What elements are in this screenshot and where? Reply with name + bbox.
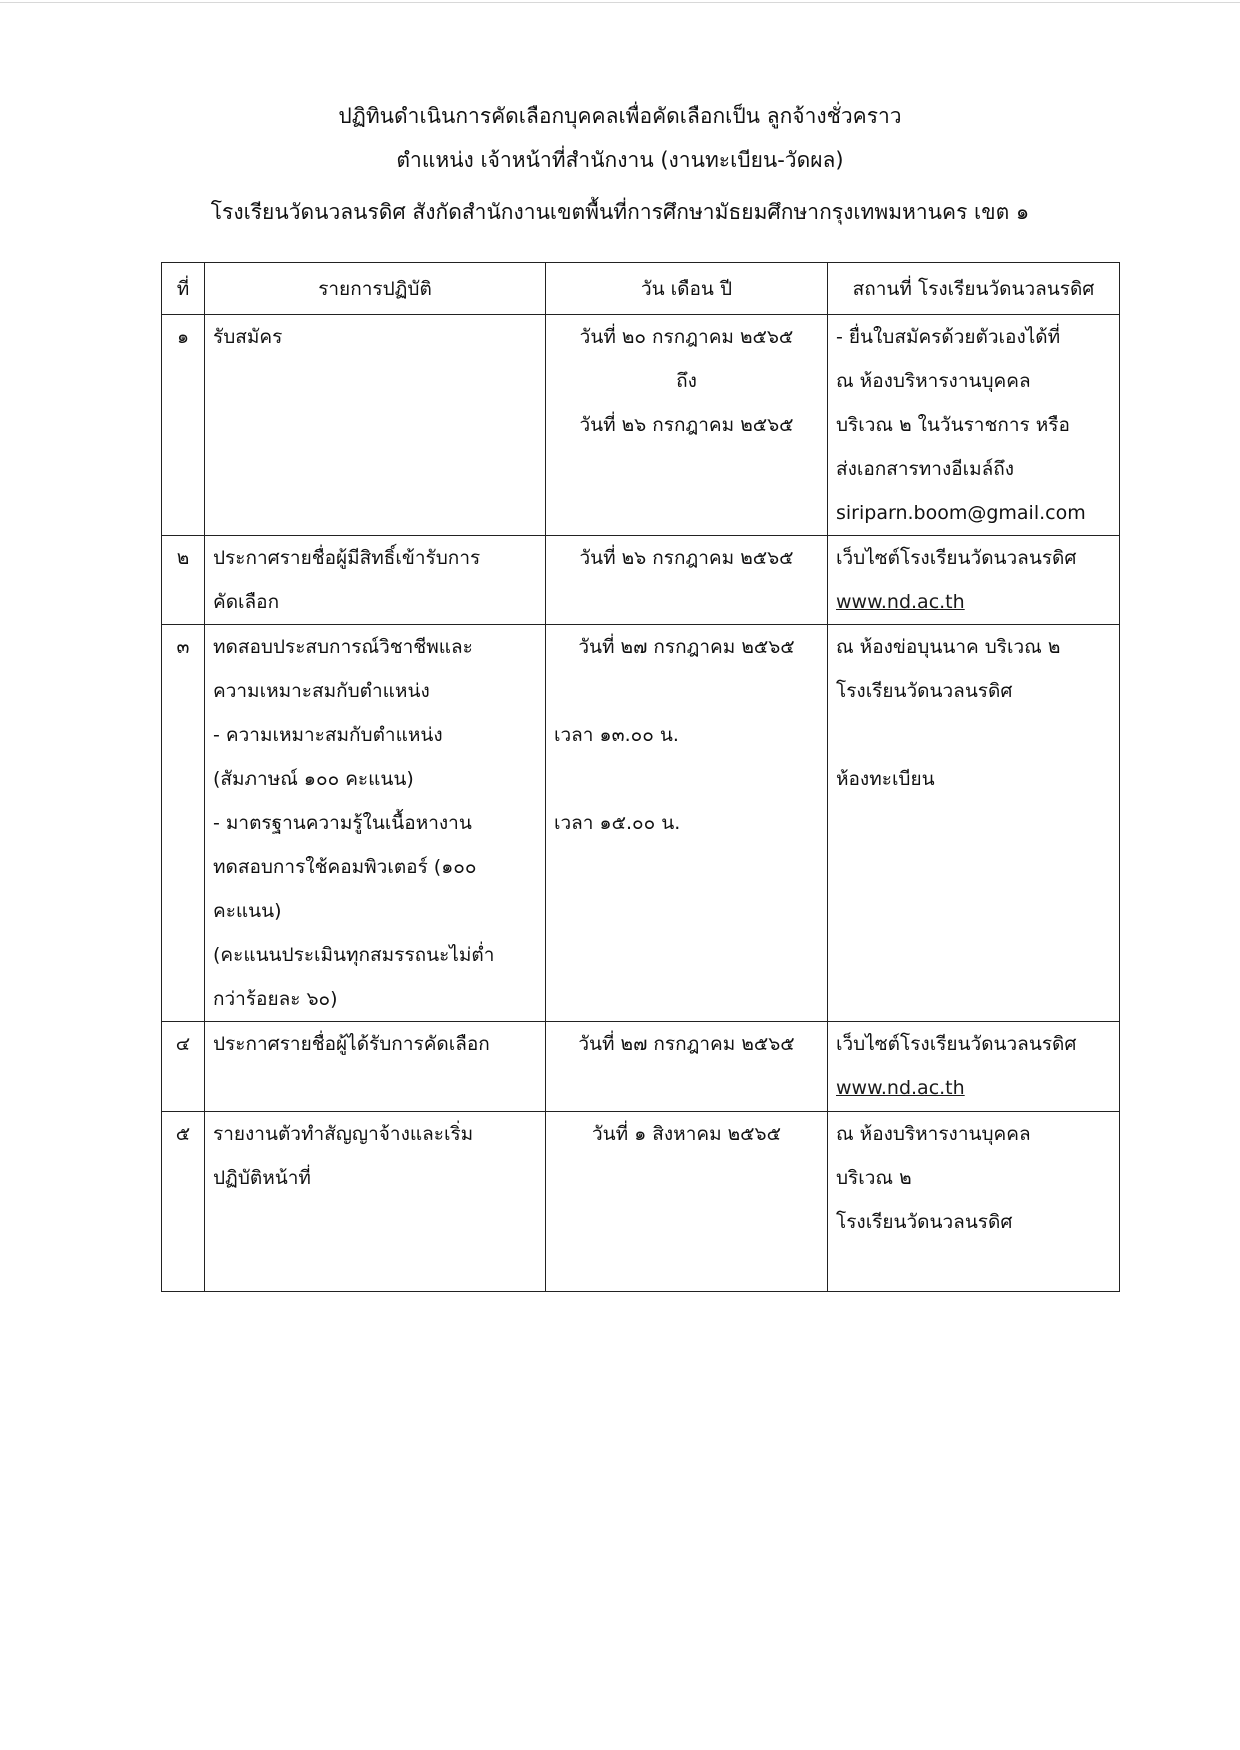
place-line: ห้องทะเบียน: [836, 768, 935, 790]
task-line: รับสมัคร: [213, 326, 283, 348]
date-line: วันที่ ๒๗ กรกฎาคม ๒๕๖๕: [578, 1033, 795, 1055]
row-place: [828, 536, 1120, 625]
row-number: ๕: [162, 1112, 205, 1292]
task-line: คัดเลือก: [213, 591, 280, 613]
row-number: ๑: [162, 315, 205, 536]
task-line: (สัมภาษณ์ ๑๐๐ คะแนน): [213, 768, 414, 790]
col-header-no: ที่: [162, 263, 205, 315]
task-line: - มาตรฐานความรู้ในเนื้อหางาน: [213, 812, 472, 834]
col-header-place: สถานที่ โรงเรียนวัดนวลนรดิศ: [828, 263, 1120, 315]
task-line: ประกาศรายชื่อผู้มีสิทธิ์เข้ารับการ: [213, 547, 481, 569]
date-line: วันที่ ๒๖ กรกฎาคม ๒๕๖๕: [579, 414, 794, 436]
table-row: [162, 1022, 1120, 1112]
place-line: ส่งเอกสารทางอีเมล์ถึง: [836, 458, 1015, 480]
header-title-line-3: โรงเรียนวัดนวลนรดิศ สังกัดสำนักงานเขตพื้นที่การศึกษามัธยมศึกษากรุงเทพมหานคร เขต ๑: [210, 200, 1030, 224]
place-line: ณ ห้องบริหารงานบุคคล: [836, 370, 1031, 392]
row-date: [546, 1112, 828, 1292]
row-place: [828, 1022, 1120, 1112]
page-top-edge: [0, 2, 1240, 3]
spacer: [836, 713, 1111, 757]
task-line: กว่าร้อยละ ๖๐): [213, 988, 338, 1010]
row-place: [828, 315, 1120, 536]
place-line: เว็บไซต์โรงเรียนวัดนวลนรดิศ: [836, 547, 1077, 569]
place-line: ณ ห้องบริหารงานบุคคล: [836, 1123, 1031, 1145]
row-task: [205, 315, 546, 536]
schedule-table: [161, 262, 1120, 1292]
row-place: [828, 625, 1120, 1022]
row-date: [546, 625, 828, 1022]
header-title-line-1: ปฏิทินดำเนินการคัดเลือกบุคคลเพื่อคัดเลือกเป็น ลูกจ้างชั่วคราว: [338, 104, 902, 128]
place-line: เว็บไซต์โรงเรียนวัดนวลนรดิศ: [836, 1033, 1077, 1055]
task-line: ปฏิบัติหน้าที่: [213, 1167, 311, 1189]
table-row: [162, 1112, 1120, 1292]
table-row: [162, 536, 1120, 625]
row-date: [546, 1022, 828, 1112]
row-number: ๓: [162, 625, 205, 1022]
place-line: โรงเรียนวัดนวลนรดิศ: [836, 680, 1013, 702]
task-line: รายงานตัวทำสัญญาจ้างและเริ่ม: [213, 1123, 474, 1145]
website-link[interactable]: www.nd.ac.th: [836, 591, 965, 613]
date-line: วันที่ ๒๐ กรกฎาคม ๒๕๖๕: [579, 326, 794, 348]
spacer: [554, 757, 819, 801]
task-line: ความเหมาะสมกับตำแหน่ง: [213, 680, 430, 702]
task-line: (คะแนนประเมินทุกสมรรถนะไม่ต่ำ: [213, 944, 495, 966]
date-line: วันที่ ๒๗ กรกฎาคม ๒๕๖๕: [578, 636, 795, 658]
task-line: คะแนน): [213, 900, 282, 922]
col-header-task: รายการปฏิบัติ: [205, 263, 546, 315]
row-number: ๔: [162, 1022, 205, 1112]
time-line: เวลา ๑๓.๐๐ น.: [554, 724, 679, 746]
date-line: วันที่ ๑ สิงหาคม ๒๕๖๕: [591, 1123, 781, 1145]
task-line: ทดสอบการใช้คอมพิวเตอร์ (๑๐๐: [213, 856, 477, 878]
place-line: บริเวณ ๒: [836, 1167, 912, 1189]
time-line: เวลา ๑๕.๐๐ น.: [554, 812, 681, 834]
spacer: [554, 669, 819, 713]
date-line: วันที่ ๒๖ กรกฎาคม ๒๕๖๕: [579, 547, 794, 569]
website-link[interactable]: www.nd.ac.th: [836, 1077, 965, 1099]
row-date: [546, 536, 828, 625]
task-line: - ความเหมาะสมกับตำแหน่ง: [213, 724, 443, 746]
place-line: บริเวณ ๒ ในวันราชการ หรือ: [836, 414, 1070, 436]
row-task: [205, 1022, 546, 1112]
row-task: [205, 1112, 546, 1292]
row-date: [546, 315, 828, 536]
row-task: [205, 536, 546, 625]
table-row: [162, 315, 1120, 536]
row-number: ๒: [162, 536, 205, 625]
table-row: [162, 625, 1120, 1022]
place-line: ณ ห้องข่อบุนนาค บริเวณ ๒: [836, 636, 1061, 658]
task-line: ประกาศรายชื่อผู้ได้รับการคัดเลือก: [213, 1033, 490, 1055]
col-header-date: วัน เดือน ปี: [546, 263, 828, 315]
task-line: ทดสอบประสบการณ์วิชาชีพและ: [213, 636, 473, 658]
place-line: - ยื่นใบสมัครด้วยตัวเองได้ที่: [836, 326, 1061, 348]
email-address: siriparn.boom@gmail.com: [836, 502, 1086, 524]
place-line: โรงเรียนวัดนวลนรดิศ: [836, 1211, 1013, 1233]
header-title-line-2: ตำแหน่ง เจ้าหน้าที่สำนักงาน (งานทะเบียน-วัดผล): [396, 148, 844, 172]
table-header-row: [162, 263, 1120, 315]
row-task: [205, 625, 546, 1022]
row-place: [828, 1112, 1120, 1292]
date-line: ถึง: [676, 370, 697, 392]
